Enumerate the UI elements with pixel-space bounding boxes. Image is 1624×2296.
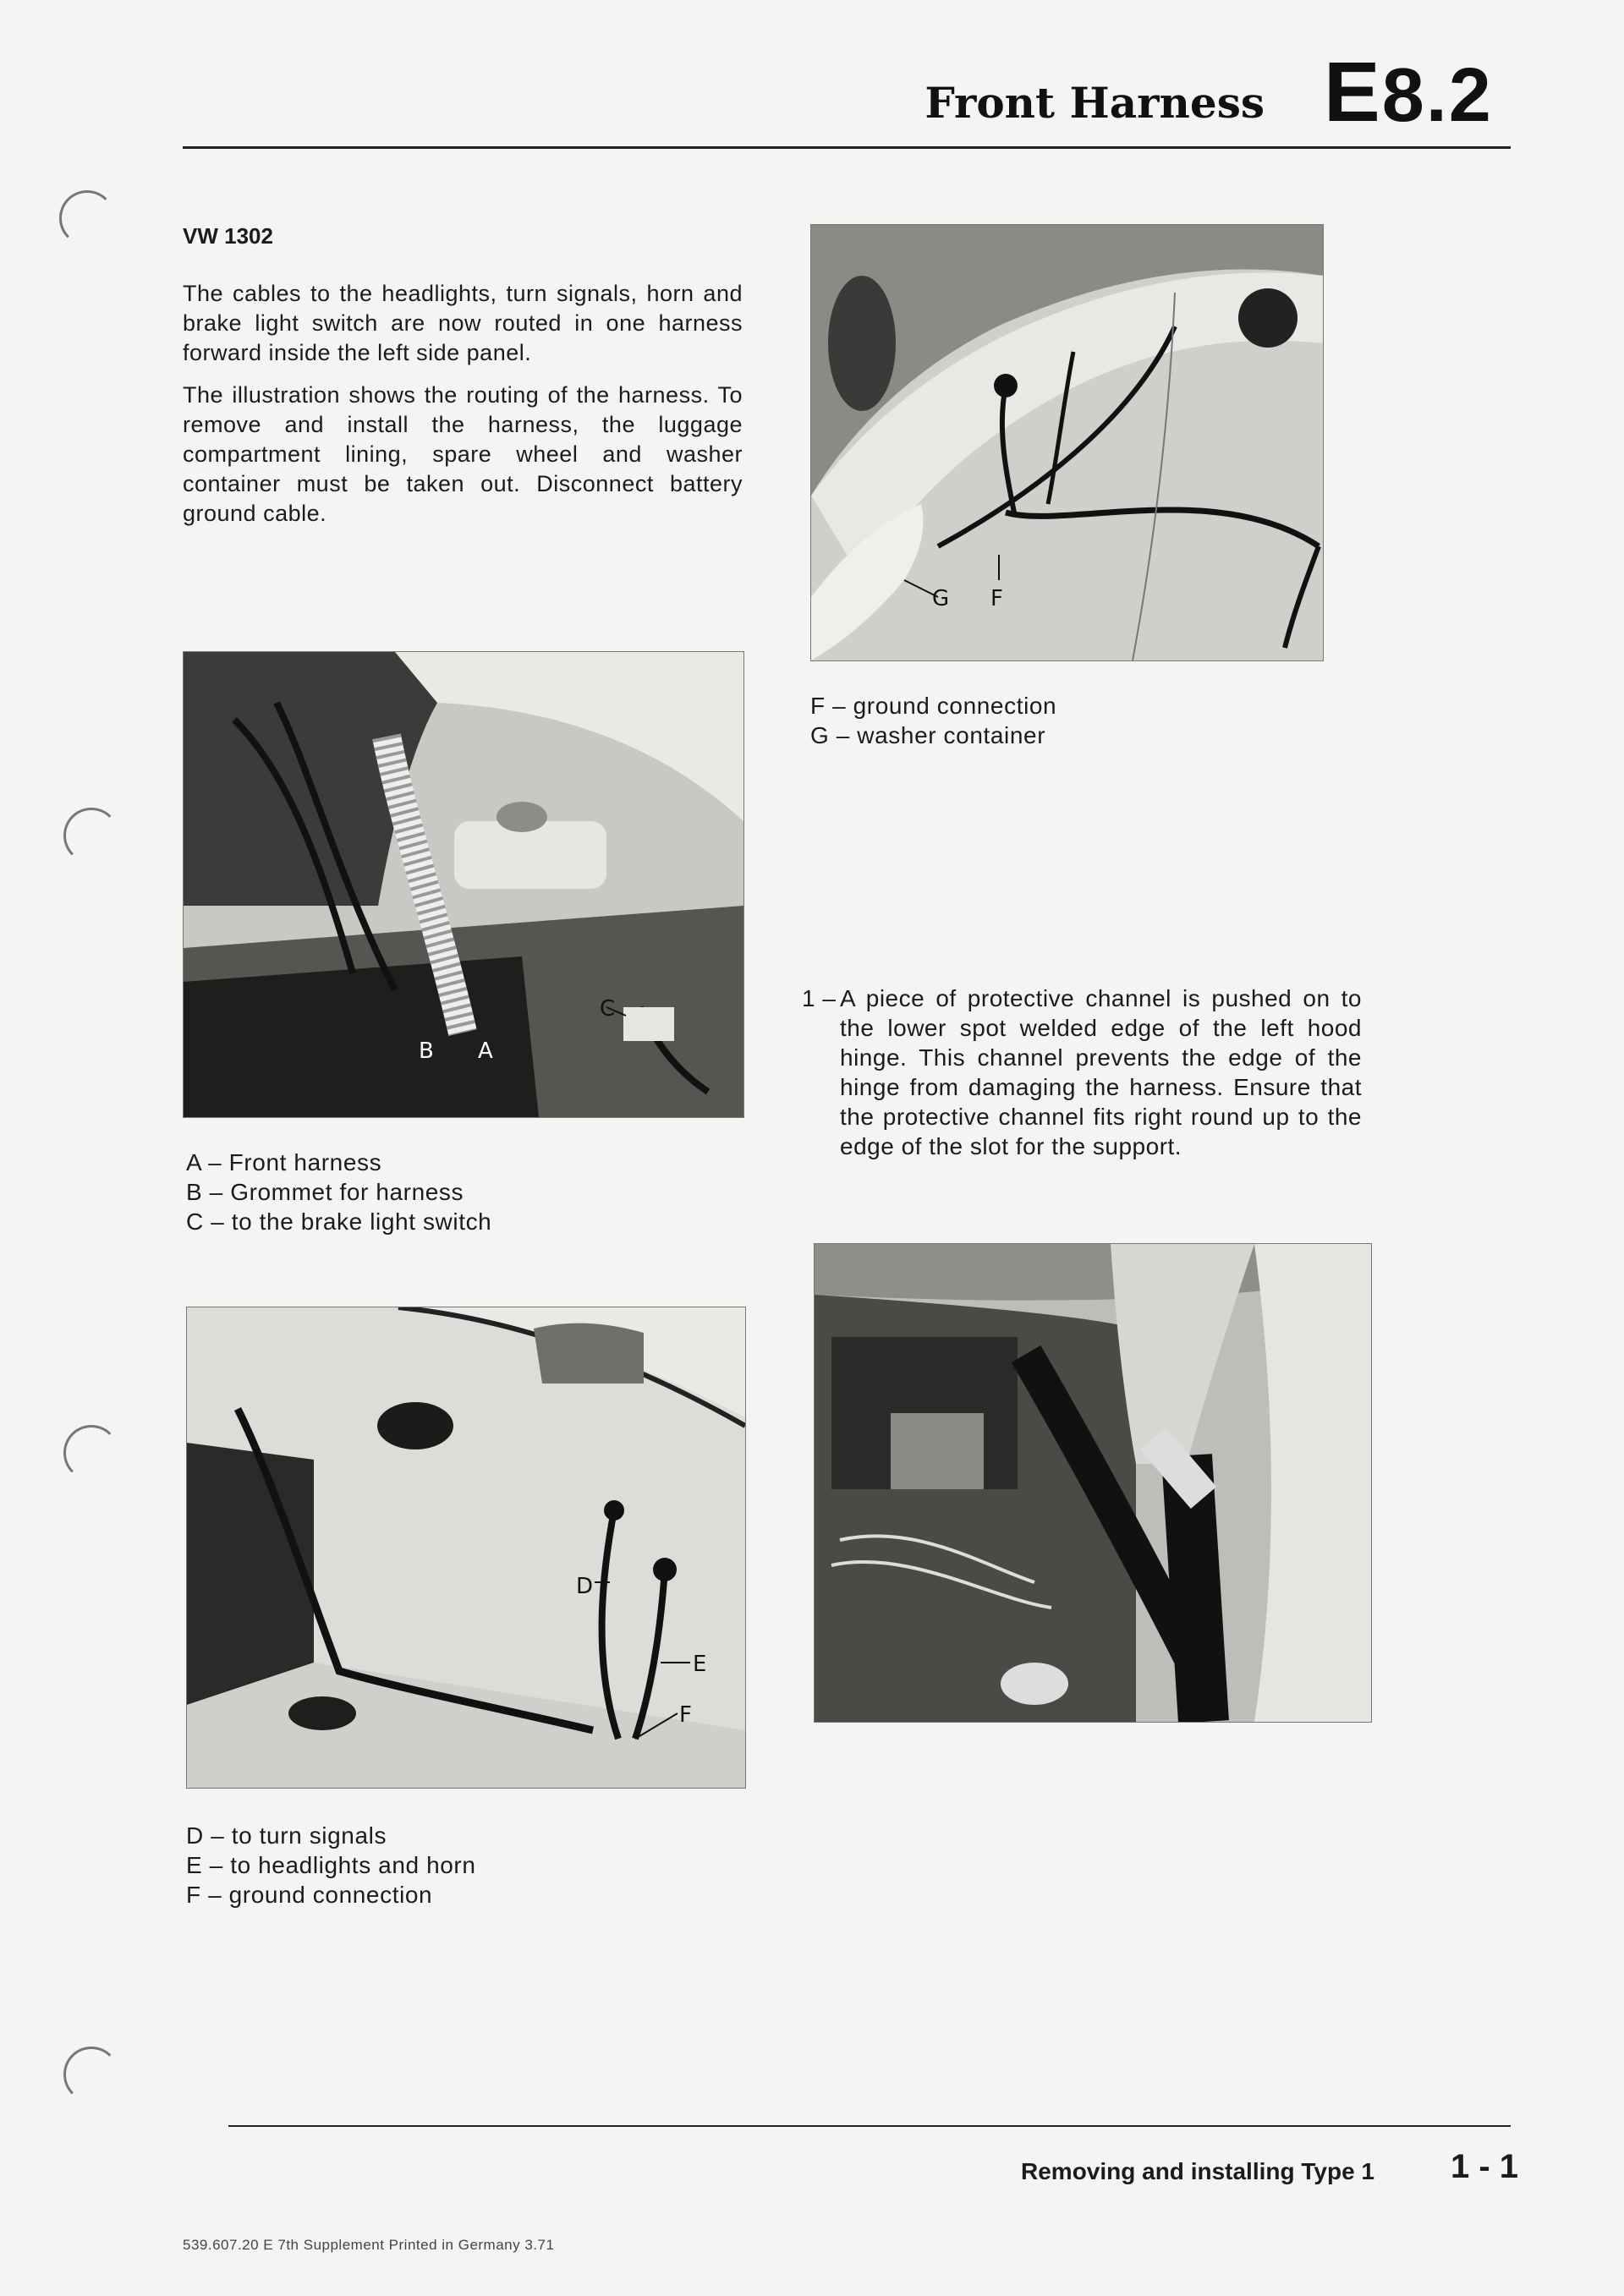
label-c: C (600, 996, 616, 1022)
model-heading: VW 1302 (183, 223, 273, 249)
footer-rule (228, 2125, 1511, 2127)
section-code-letter: E (1324, 45, 1382, 140)
intro-paragraph-2: The illustration shows the routing of the harness. To remove and install the harness, the luggage compartment lining, spare wheel and washer container must be taken out. Disconnect battery ground cable. (183, 382, 743, 526)
label-f: F (679, 1702, 692, 1728)
label-f: F (990, 586, 1003, 611)
label-b: B (419, 1038, 434, 1064)
page-number: 1 - 1 (1451, 2148, 1519, 2185)
caption-line: F – ground connection (810, 693, 1057, 719)
caption-bottom-left (186, 1821, 476, 1910)
caption-line: B – Grommet for harness (186, 1179, 464, 1205)
caption-line: E – to headlights and horn (186, 1852, 476, 1878)
section-code (1324, 44, 1493, 141)
label-d: D (576, 1574, 594, 1599)
label-g: G (932, 586, 950, 611)
binder-hole-mark (63, 1425, 119, 1481)
photo-hood-hinge-channel (814, 1243, 1372, 1723)
page-title: Front Harness (924, 78, 1265, 128)
caption-mid-left (186, 1148, 491, 1236)
label-a: A (478, 1038, 493, 1064)
caption-line: G – washer container (810, 722, 1046, 748)
binder-hole-mark (63, 808, 119, 863)
footer-section: Removing and installing Type 1 (1021, 2158, 1374, 2184)
step-1 (802, 984, 1362, 1161)
photo-washer-container (810, 224, 1324, 661)
binder-hole-mark (63, 2047, 119, 2102)
photo-harness-routing (186, 1307, 746, 1789)
caption-line: A – Front harness (186, 1149, 382, 1175)
section-code-number: 8.2 (1381, 53, 1493, 138)
header-rule (183, 146, 1511, 149)
photo-front-harness-grommet (183, 651, 744, 1118)
step-number: 1 – (802, 985, 837, 1011)
print-line: 539.607.20 E 7th Supplement Printed in Germany 3.71 (183, 2237, 555, 2253)
caption-top-right (810, 691, 1056, 750)
label-e: E (693, 1652, 707, 1677)
intro-paragraph-1: The cables to the headlights, turn signals, horn and brake light switch are now routed in one harness forward inside the left side panel. (183, 281, 743, 365)
caption-line: F – ground connection (186, 1882, 433, 1908)
caption-line: D – to turn signals (186, 1822, 387, 1849)
caption-line: C – to the brake light switch (186, 1208, 492, 1235)
binder-hole-mark (59, 190, 115, 246)
step-text: A piece of protective channel is pushed on to the lower spot welded edge of the left hood hinge. This channel prevents the edge of the hinge from damaging the harness. Ensure that the protective channel fits right round up to the edge of the slot for the support. (840, 985, 1362, 1159)
